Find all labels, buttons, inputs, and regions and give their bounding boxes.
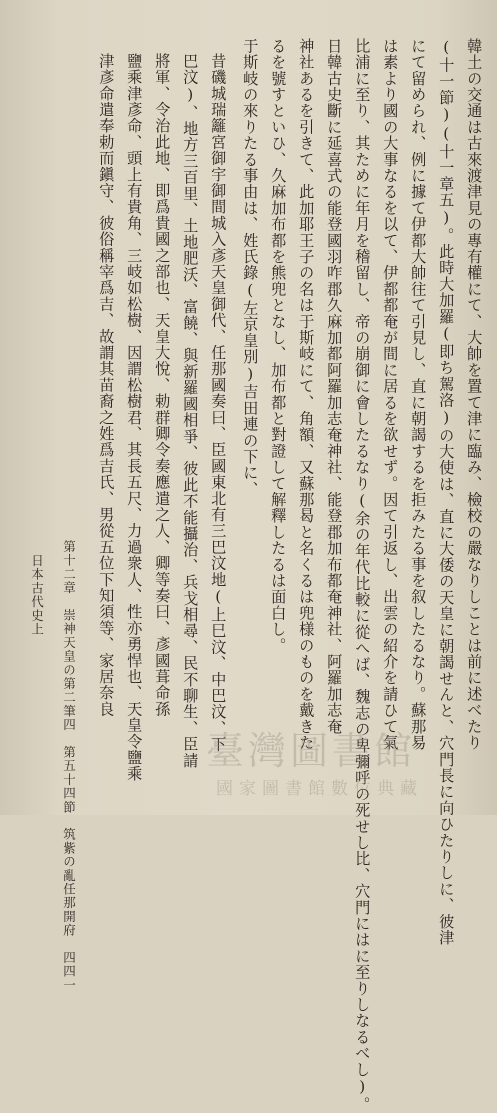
quote-column: 昔磯城瑞籬宮御宇御間城入彥天皇御代、任那國奏曰、臣國東北有三巴汶地(上巳汶、中巴汶、下	[209, 53, 228, 753]
text-column: 神社あるを引きて、此加耶王子の名は于斯岐にて、角額、又蘇那曷と名くるは兜様のものを戴きた	[297, 38, 316, 751]
running-footer-chapter: 第十二章 崇神天皇の第二筆四 第五十四節 筑紫の亂任那開府 四四一	[61, 540, 77, 993]
text-column: るを號すといひ、久麻加布都を熊兜となし、加布都と對證して解釋したるは面白し。	[269, 38, 288, 654]
text-column: にて留められ、例に據て伊都大帥往て引見し、直に朝謁するを拒みたる事を叙したるなり。蘇那易	[409, 38, 428, 751]
quote-column: 津彥命遣奉勅而鎭守、彼俗稱宰爲吉、故謂其苗裔之姓爲吉氏、男從五位下知須等、家居奈良	[97, 53, 116, 718]
library-watermark	[206, 716, 496, 806]
text-column: 于斯岐の來りたる事由は、姓氏錄(左京皇別)吉田連の下に、	[241, 38, 260, 498]
text-column: 日韓古史斷に延喜式の能登國羽咋郡久麻加都阿羅加志奄神社、能登郡加布都奄神社、阿羅加志奄	[325, 38, 344, 735]
text-column: 比浦に至り、其ために年月を稽留し、帝の崩御に會したるなり(余の年代比較に從へば、魏志の卑彌呼の死せし比、穴門にはに至りしなるべし)。	[353, 38, 372, 1113]
text-column: は素より國の大事なるを以て、伊都都奄が間に居るを欲せず。因て引返し、出雲の紹介を請ひて氣	[381, 38, 400, 751]
running-footer-title: 日本古代史上	[29, 554, 45, 637]
quote-column: 將軍、令治此地、即爲貴國之部也、天皇大悅、勅群卿令奏應遣之人、卿等奏曰、彥國葺命孫	[153, 53, 172, 718]
text-column: (十一節)(十一章五)。此時大加羅(即ち駕洛)の大使は、直に大倭の天皇に朝謁せんと、穴門長に向ひたりしに、彼津	[437, 38, 456, 946]
watermark-logo: 臺灣圖書館	[206, 729, 417, 773]
text-column: 韓土の交通は古來渡津見の專有權にて、大帥を置て津に臨み、檢校の嚴なりしことは前に述べたり	[465, 38, 484, 751]
quote-column: 巴汶)、地方三百里、土地肥沃、富饒、與新羅國相爭、彼此不能攝治、兵戈相尋、民不聊生、臣請	[181, 53, 200, 769]
quote-column: 鹽乘津彥命、頭上有貴角、三岐如松樹、因謂松樹君、其長五尺、力過衆人、性亦勇悍也、天皇令鹽乘	[125, 53, 144, 782]
watermark-text: 國家圖書館數位典藏	[216, 779, 423, 799]
